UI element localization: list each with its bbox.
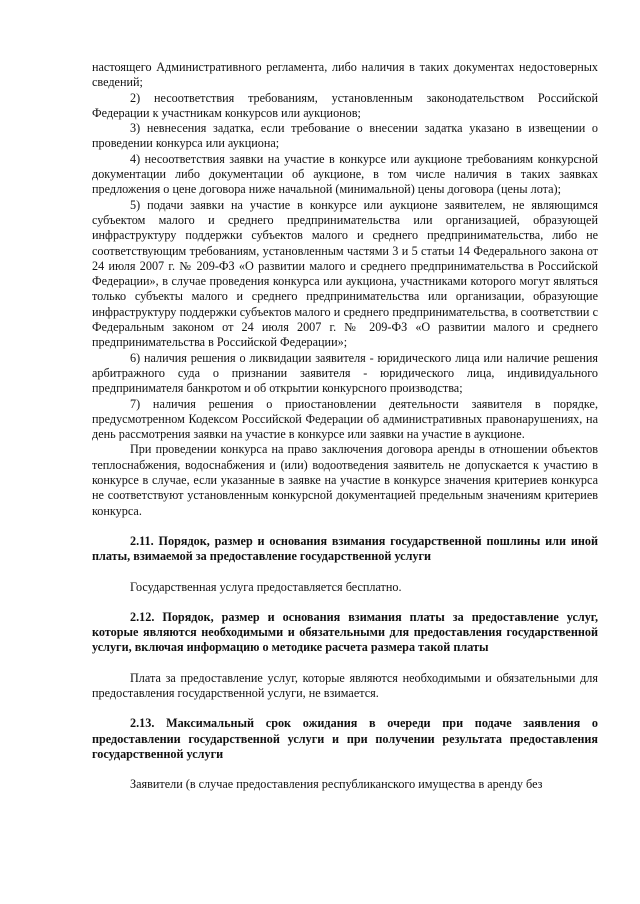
section-gap (92, 595, 598, 610)
paragraph: 7) наличия решения о приостановлении деятельности заявителя в порядке, предусмотренном Кодексом Российской Федерации об административных правонарушениях, на день рассмотрения заявки на участие в конкурсе или заявки на участие в аукционе. (92, 396, 598, 442)
paragraph: Плата за предоставление услуг, которые являются необходимыми и обязательными для предоставления государственной услуги, не взимается. (92, 670, 598, 700)
section-gap (92, 701, 598, 716)
section-heading: 2.12. Порядок, размер и основания взимания платы за предоставление услуг, которые являются необходимыми и обязательными для предоставления государственной услуги, включая информацию о методике расчета размера такой платы (92, 609, 598, 655)
paragraph: 2) несоответствия требованиям, установленным законодательством Российской Федерации к участникам конкурсов или аукционов; (92, 90, 598, 120)
section-gap (92, 762, 598, 777)
section-gap (92, 519, 598, 534)
paragraph: При проведении конкурса на право заключения договора аренды в отношении объектов теплоснабжения, водоснабжения и (или) водоотведения заявитель не допускается к участию в конкурсе в случае, если указанные в заявке на участие в конкурсе значения критериев конкурса не соответствуют установленным конкурсной документацией предельным значениям критериев конкурса. (92, 442, 598, 518)
paragraph: Заявители (в случае предоставления республиканского имущества в аренду без (130, 777, 543, 792)
paragraph: 5) подачи заявки на участие в конкурсе или аукционе заявителем, не являющимся субъектом малого и среднего предпринимательства или организацией, образующей инфраструктуру поддержки субъектов малого и среднего предпринимательства, либо не соответствующим требованиям, установленным частями 3 и 5 статьи 14 Федерального закона от 24 июля 2007 г. № 209-ФЗ «О развитии малого и среднего предпринимательства в Российской Федерации», в случае проведения конкурса или аукциона, участниками которого могут являться только субъекты малого и среднего предпринимательства или организации, образующие инфраструктуру поддержки субъектов малого и среднего предпринимательства, в соответствии с Федеральным законом от 24 июля 2007 г. № 209-ФЗ «О развитии малого и среднего предпринимательства в Российской Федерации»; (92, 197, 598, 350)
paragraph: Государственная услуга предоставляется бесплатно. (130, 579, 402, 594)
section-heading: 2.13. Максимальный срок ожидания в очереди при подаче заявления о предоставлении государственной услуги и при получении результата предоставления государственной услуги (92, 716, 598, 761)
paragraph: настоящего Административного регламента, либо наличия в таких документах недостоверных сведений; (92, 60, 598, 90)
paragraph: 4) несоответствия заявки на участие в конкурсе или аукционе требованиям конкурсной документации либо документации об аукционе, в том числе наличия в таких заявках предложения о цене договора ниже начальной (минимальной) цены договора (цены лота); (92, 151, 598, 197)
section-gap (92, 565, 598, 580)
paragraph: 3) невнесения задатка, если требование о внесении задатка указано в извещении о проведении конкурса или аукциона; (92, 121, 598, 151)
section-heading: 2.11. Порядок, размер и основания взимания государственной пошлины или иной платы, взимаемой за предоставление государственной услуги (92, 533, 598, 564)
section-gap (92, 656, 598, 671)
paragraph: 6) наличия решения о ликвидации заявителя - юридического лица или наличие решения арбитражного суда о признании заявителя - юридического лица, индивидуального предпринимателя банкротом и об открытии конкурсного производства; (92, 350, 598, 396)
document-page (92, 60, 598, 792)
